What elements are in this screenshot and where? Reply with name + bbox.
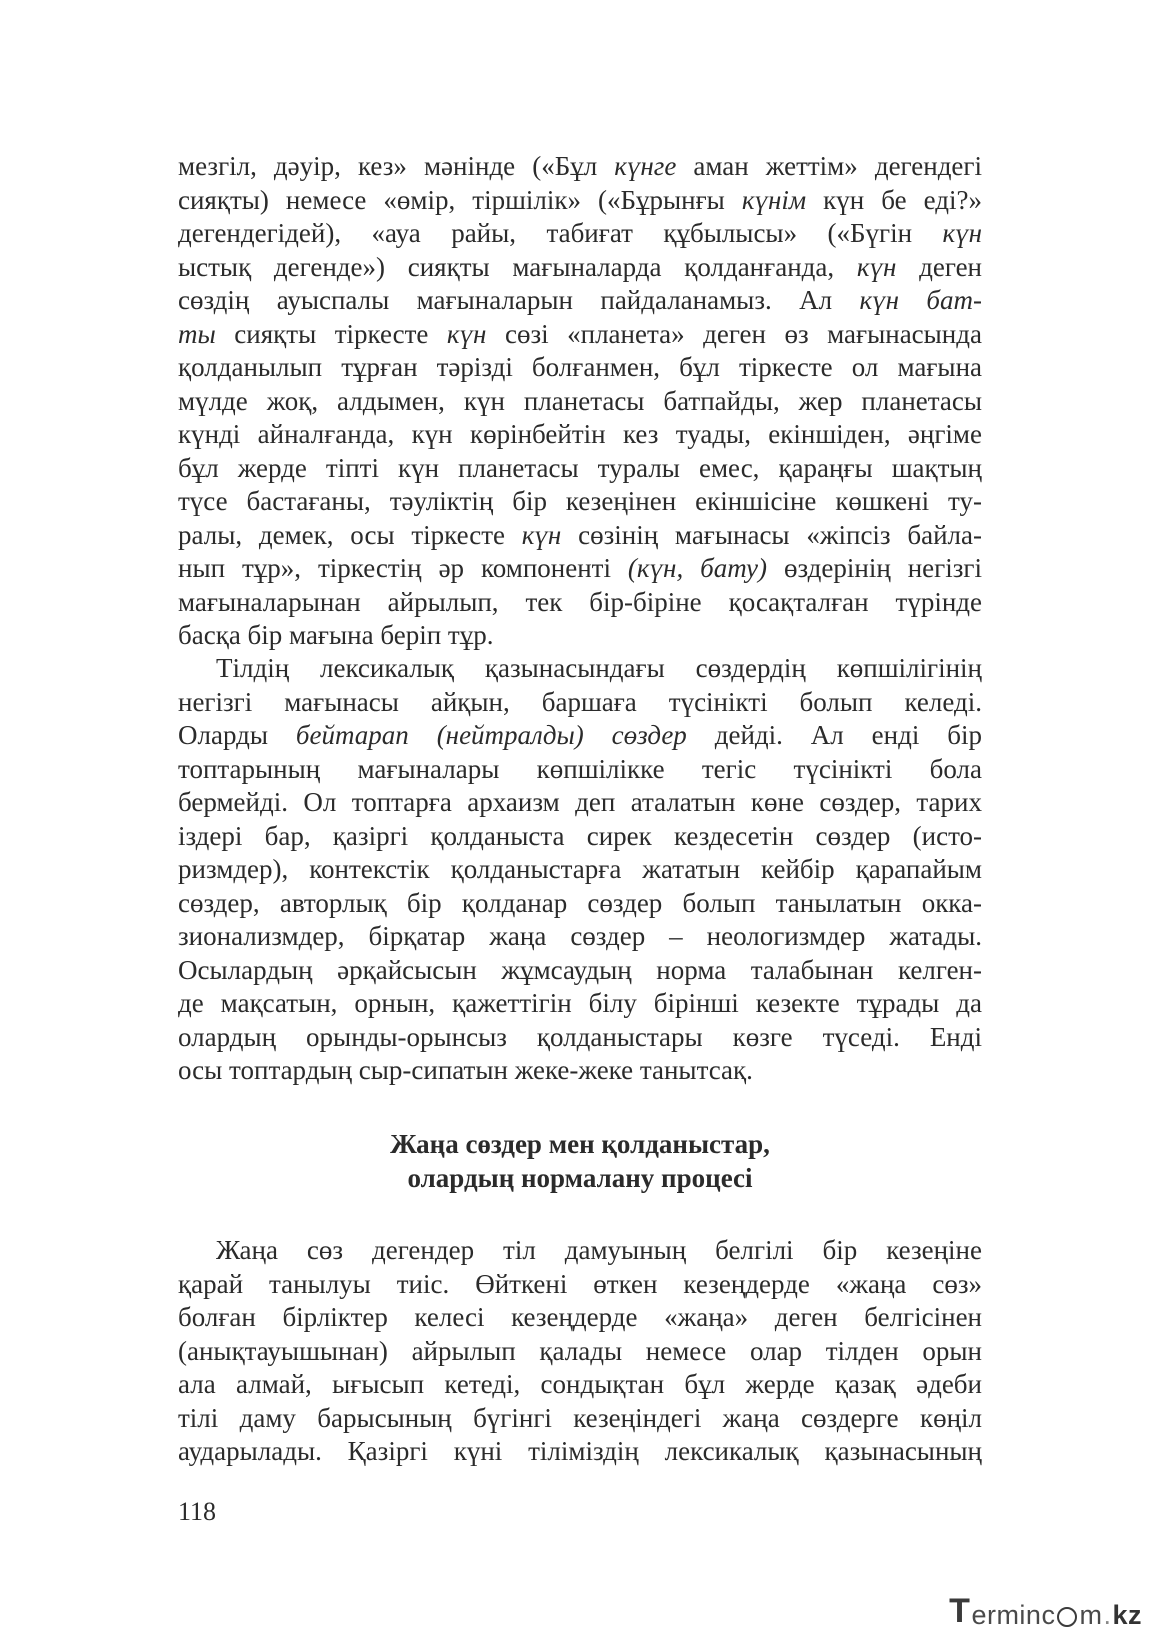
text-line: түсе бастағаны, тәуліктің бір кезеңінен екіншісіне көшкені ту- xyxy=(178,486,982,516)
text-line: ризмдер), контекстік қолданыстарға жататын кейбір қарапайым xyxy=(178,854,982,884)
text-line: Жаңа сөз дегендер тіл дамуының белгілі бір кезеңіне xyxy=(216,1235,982,1265)
paragraph-3 xyxy=(178,1234,982,1469)
text-line: ралы, демек, осы тіркесте күн сөзінің мағынасы «жіпсіз байла- xyxy=(178,519,982,550)
text-line: топтарының мағыналары көпшілікке тегіс түсінікті бола xyxy=(178,753,982,784)
text-line: бермейді. Ол топтарға архаизм деп аталатын көне сөздер, тарих xyxy=(178,787,982,817)
text-line: болған бірліктер келесі кезеңдерде «жаңа» деген белгісінен xyxy=(178,1302,982,1332)
watermark-dot: . xyxy=(1103,1600,1112,1630)
text-line: сияқты) немесе «өмір, тіршілік» («Бұрынғы күнім күн бе еді?» xyxy=(178,184,982,215)
text-line: қарай танылуы тиіс. Өйткені өткен кезеңдерде «жаңа сөз» xyxy=(178,1268,982,1299)
section-heading xyxy=(178,1127,982,1195)
text-line: дегендегідей), «ауа райы, табиғат құбылысы» («Бүгін күн xyxy=(178,218,982,248)
text-line: іздері бар, қазіргі қолданыста сирек кездесетін сөздер (исто- xyxy=(178,820,982,851)
text-line: мағыналарынан айрылып, тек бір-біріне қосақталған түрінде xyxy=(178,586,982,617)
heading-line-1: Жаңа сөздер мен қолданыстар, xyxy=(390,1129,770,1159)
text-line: сөздер, авторлық бір қолданар сөздер болып танылатын окка- xyxy=(178,887,982,918)
text-line: сөздің ауыспалы мағыналарын пайдаланамыз. Ал күн бат- xyxy=(178,285,983,315)
watermark-tld: kz xyxy=(1112,1600,1142,1630)
paragraph-2 xyxy=(178,652,982,1088)
text-line: Оларды бейтарап (нейтралды) сөздер дейді. Ал енді бір xyxy=(178,720,982,750)
text-line: күнді айналғанда, күн көрінбейтін кез туады, екіншіден, әңгіме xyxy=(178,419,982,449)
text-line: қолданылып тұрған тәрізді болғанмен, бұл тіркесте ол мағына xyxy=(178,352,982,382)
text-line: мезгіл, дәуір, кез» мәнінде («Бұл күнге аман жеттім» дегендегі xyxy=(178,151,982,181)
text-line: Осылардың әрқайсысын жұмсаудың норма талабынан келген- xyxy=(178,954,982,985)
watermark-text-part2: c xyxy=(1041,1600,1056,1630)
text-line: олардың орынды-орынсыз қолданыстары көзге түседі. Енді xyxy=(178,1021,982,1052)
text-line: осы топтардың сыр-сипатын жеке-жеке танытсақ. xyxy=(178,1055,753,1085)
text-line: басқа бір мағына беріп тұр. xyxy=(178,620,494,650)
text-line: (анықтауышынан) айрылып қалады немесе олар тілден орын xyxy=(178,1335,982,1366)
watermark-first-letter: T xyxy=(949,1592,971,1630)
text-line: Тілдің лексикалық қазынасындағы сөздердің көпшілігінің xyxy=(216,653,982,683)
watermark-text-part1: ermin xyxy=(971,1600,1042,1630)
text-line: мүлде жоқ, алдымен, күн планетасы батпайды, жер планетасы xyxy=(178,385,982,416)
text-line: зионализмдер, бірқатар жаңа сөздер – неологизмдер жатады. xyxy=(178,921,982,951)
text-line: нып тұр», тіркестің әр компоненті (күн, бату) өздерінің негізгі xyxy=(178,553,982,583)
text-line: ыстық дегенде») сияқты мағыналарда қолданғанда, күн деген xyxy=(178,251,983,282)
terminkom-watermark-logo xyxy=(949,1591,1142,1631)
text-line: аударылады. Қазіргі күні тіліміздің лексикалық қазынасының xyxy=(178,1436,982,1466)
text-line: ты сияқты тіркесте күн сөзі «планета» деген өз мағынасында xyxy=(178,318,982,349)
page-number: 118 xyxy=(178,1497,217,1526)
text-line: тілі даму барысының бүгінгі кезеңіндегі жаңа сөздерге көңіл xyxy=(178,1402,982,1433)
heading-line-2: олардың нормалану процесі xyxy=(407,1163,753,1193)
watermark-text-part3: m xyxy=(1079,1600,1103,1630)
text-line: де мақсатын, орнын, қажеттігін білу бірінші кезекте тұрады да xyxy=(178,988,982,1018)
watermark-ring-icon xyxy=(1057,1607,1077,1627)
text-line: бұл жерде тіпті күн планетасы туралы емес, қараңғы шақтың xyxy=(178,452,982,483)
paragraph-1 xyxy=(178,150,982,653)
text-line: негізгі мағынасы айқын, баршаға түсінікті болып келеді. xyxy=(178,686,982,717)
text-line: ала алмай, ығысып кетеді, сондықтан бұл жерде қазақ әдеби xyxy=(178,1369,982,1399)
